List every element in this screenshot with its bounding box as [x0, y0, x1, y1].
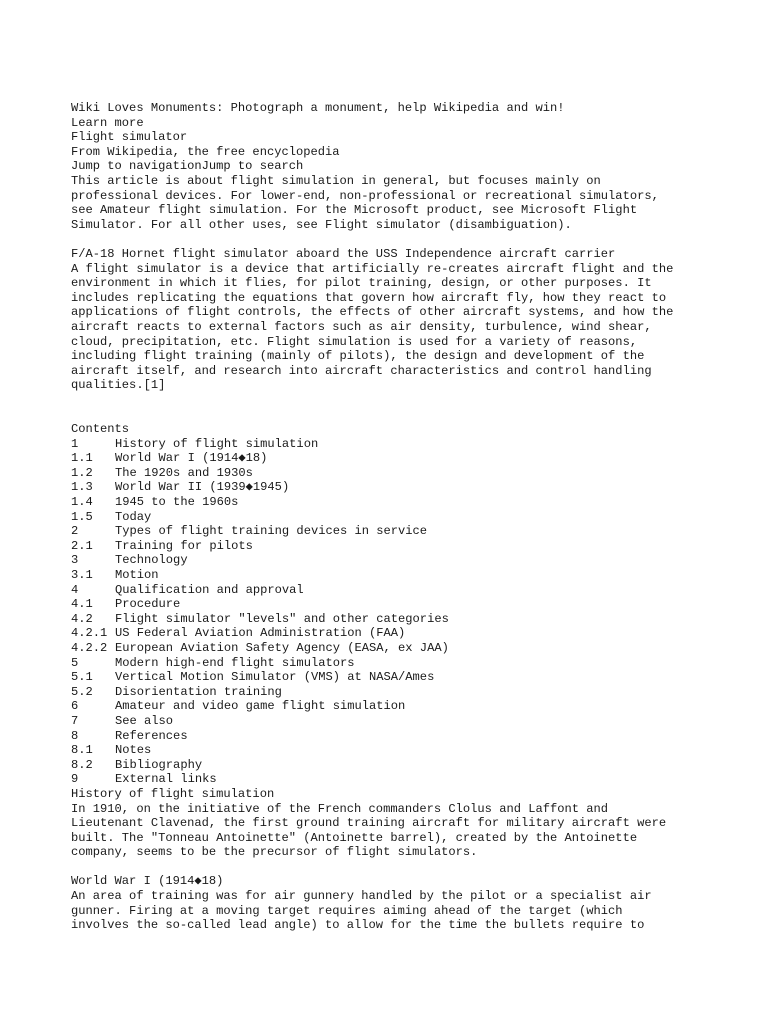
toc-item-title[interactable]: Flight simulator "levels" and other categories — [115, 611, 449, 626]
toc-item-number: 1.4 — [71, 495, 93, 510]
intro-line: cloud, precipitation, etc. Flight simulation is used for a variety of reasons, — [71, 334, 638, 349]
toc-item-title[interactable]: Bibliography — [115, 757, 203, 772]
toc-item-title[interactable]: Today — [115, 509, 152, 524]
hatnote-line: This article is about flight simulation in general, but focuses mainly on — [71, 173, 601, 188]
toc-item-title[interactable]: Training for pilots — [115, 538, 253, 553]
toc-item[interactable] — [71, 451, 731, 466]
toc-heading: Contents — [71, 422, 130, 437]
toc-item-title[interactable]: The 1920s and 1930s — [115, 465, 253, 480]
jump-links[interactable]: Jump to navigationJump to search — [71, 159, 304, 174]
toc-list — [71, 437, 731, 787]
toc-item-number: 2 — [71, 524, 79, 539]
toc-item[interactable] — [71, 524, 731, 539]
toc-item[interactable] — [71, 612, 731, 627]
section-history — [71, 787, 731, 860]
toc-item[interactable] — [71, 729, 731, 744]
spacer — [71, 407, 731, 422]
toc-item-number: 2.1 — [71, 538, 93, 553]
toc-item[interactable] — [71, 466, 731, 481]
hatnote-line[interactable]: see Amateur flight simulation. For the Microsoft product, see Microsoft Flight — [71, 203, 638, 218]
section-heading: World War I (1914◆18) — [71, 874, 224, 889]
toc-item[interactable] — [71, 685, 731, 700]
toc-item-title[interactable]: US Federal Aviation Administration (FAA) — [115, 626, 406, 641]
toc-item[interactable] — [71, 626, 731, 641]
toc-item-number: 8.2 — [71, 757, 93, 772]
toc-item[interactable] — [71, 714, 731, 729]
hatnote — [71, 174, 731, 232]
intro-line: including flight training (mainly of pilots), the design and development of the — [71, 349, 645, 364]
toc-item-number: 3.1 — [71, 568, 93, 582]
image-caption: F/A-18 Hornet flight simulator aboard the USS Independence aircraft carrier — [71, 246, 616, 261]
toc-item-number: 4.2.2 — [71, 640, 108, 655]
toc-item[interactable] — [71, 743, 731, 758]
section-line: Lieutenant Clavenad, the first ground training aircraft for military aircraft were — [71, 816, 667, 831]
intro-line: applications of flight controls, the effects of other aircraft systems, and how the — [71, 305, 674, 320]
site-notice-banner: Wiki Loves Monuments: Photograph a monument, help Wikipedia and win! — [71, 101, 565, 115]
toc-item[interactable] — [71, 510, 731, 525]
toc-item-number: 1.5 — [71, 509, 93, 524]
toc-item[interactable] — [71, 772, 731, 787]
toc-item-title[interactable]: Disorientation training — [115, 684, 282, 699]
toc-item-title[interactable]: Qualification and approval — [115, 582, 304, 597]
section-world-war-i — [71, 874, 731, 932]
toc-item[interactable] — [71, 495, 731, 510]
toc-item[interactable] — [71, 758, 731, 773]
toc-item-number: 9 — [71, 772, 79, 787]
toc-item[interactable] — [71, 568, 731, 583]
intro-paragraph — [71, 262, 731, 393]
hatnote-line[interactable]: Simulator. For all other uses, see Flight simulator (disambiguation). — [71, 217, 572, 232]
intro-line: includes replicating the equations that govern how aircraft fly, how they react to — [71, 290, 667, 305]
page-title: Flight simulator — [71, 130, 188, 145]
section-line: In 1910, on the initiative of the French commanders Clolus and Laffont and — [71, 801, 609, 816]
toc-item-number: 4.2 — [71, 611, 93, 626]
toc-item-title[interactable]: See also — [115, 713, 174, 728]
intro-line: qualities.[1] — [71, 378, 166, 393]
toc-item-title[interactable]: History of flight simulation — [115, 436, 319, 451]
spacer — [71, 393, 731, 408]
toc-item-title[interactable]: External links — [115, 772, 217, 787]
toc-item-number: 1.1 — [71, 451, 93, 466]
section-line: An area of training was for air gunnery handled by the pilot or a specialist air — [71, 889, 652, 904]
intro-line: aircraft reacts to external factors such as air density, turbulence, wind shear, — [71, 319, 652, 334]
toc-item-number: 8 — [71, 728, 79, 743]
toc-item-title[interactable]: Procedure — [115, 597, 181, 612]
toc-item-number: 1 — [71, 436, 79, 451]
toc-item-title[interactable]: Types of flight training devices in service — [115, 524, 428, 539]
toc-item-number: 5 — [71, 655, 79, 670]
article-page — [71, 101, 731, 933]
toc-item-number: 4.2.1 — [71, 626, 108, 641]
toc-item-number: 5.2 — [71, 684, 93, 699]
toc-item[interactable] — [71, 437, 731, 452]
intro-line: A flight simulator is a device that artificially re-creates aircraft flight and the — [71, 261, 674, 276]
spacer — [71, 860, 731, 875]
section-line: company, seems to be the precursor of flight simulators. — [71, 845, 478, 860]
toc-item-title[interactable]: 1945 to the 1960s — [115, 495, 239, 510]
toc-item[interactable] — [71, 480, 731, 495]
toc-item-number: 4.1 — [71, 597, 93, 612]
toc-item-number: 4 — [71, 582, 79, 597]
toc-item-title[interactable]: Amateur and video game flight simulation — [115, 699, 406, 714]
toc-item-title[interactable]: Modern high-end flight simulators — [115, 655, 355, 670]
learn-more-link[interactable]: Learn more — [71, 115, 144, 130]
toc-item-title[interactable]: World War II (1939◆1945) — [115, 480, 290, 495]
toc-item[interactable] — [71, 699, 731, 714]
toc-item[interactable] — [71, 641, 731, 656]
site-tagline: From Wikipedia, the free encyclopedia — [71, 144, 340, 159]
toc-item[interactable] — [71, 670, 731, 685]
toc-item[interactable] — [71, 656, 731, 671]
hatnote-line: professional devices. For lower-end, non-professional or recreational simulators, — [71, 188, 659, 203]
toc-item-number: 5.1 — [71, 670, 93, 685]
section-line: involves the so-called lead angle) to allow for the time the bullets require to — [71, 918, 645, 933]
toc-item-title[interactable]: European Aviation Safety Agency (EASA, ex JAA) — [115, 640, 449, 655]
toc-item[interactable] — [71, 583, 731, 598]
toc-item[interactable] — [71, 553, 731, 568]
toc-item-number: 6 — [71, 699, 79, 714]
section-line: gunner. Firing at a moving target requires aiming ahead of the target (which — [71, 903, 623, 918]
toc-item-number: 1.2 — [71, 465, 93, 480]
intro-line: aircraft itself, and research into aircraft characteristics and control handling — [71, 363, 652, 378]
toc-item-title[interactable]: World War I (1914◆18) — [115, 451, 268, 466]
toc-item-title[interactable]: Motion — [115, 568, 159, 582]
section-heading: History of flight simulation — [71, 786, 275, 801]
table-of-contents — [71, 422, 731, 787]
toc-item-title[interactable]: Technology — [115, 553, 188, 568]
toc-item[interactable] — [71, 539, 731, 554]
toc-item-title[interactable]: Notes — [115, 743, 152, 758]
toc-item-title[interactable]: References — [115, 728, 188, 743]
toc-item-number: 7 — [71, 713, 79, 728]
toc-item-number: 8.1 — [71, 743, 93, 758]
spacer — [71, 232, 731, 247]
toc-item-number: 1.3 — [71, 480, 93, 495]
intro-line: environment in which it flies, for pilot training, design, or other purposes. It — [71, 276, 652, 291]
toc-item[interactable] — [71, 597, 731, 612]
section-line: built. The "Tonneau Antoinette" (Antoinette barrel), created by the Antoinette — [71, 830, 638, 845]
toc-item-number: 3 — [71, 553, 79, 568]
toc-item-title[interactable]: Vertical Motion Simulator (VMS) at NASA/Ames — [115, 670, 435, 685]
